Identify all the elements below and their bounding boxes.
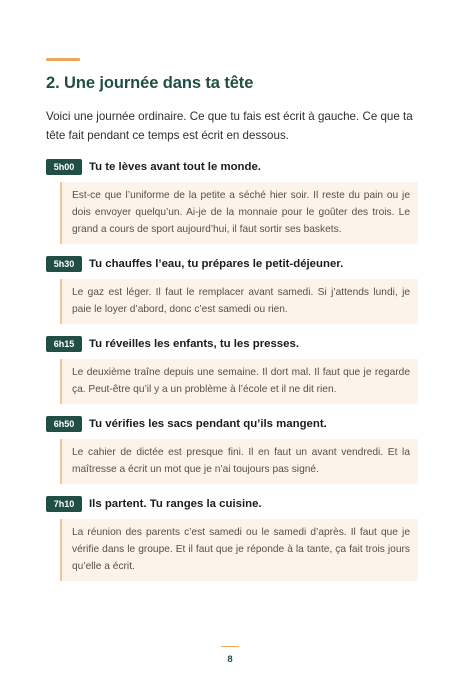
- time-badge: 6h50: [46, 416, 82, 432]
- time-badge: 5h00: [46, 159, 82, 175]
- entry-action: Tu chauffes l’eau, tu prépares le petit-déjeuner.: [89, 258, 344, 270]
- entry-action: Tu te lèves avant tout le monde.: [89, 161, 261, 173]
- entry-action: Tu réveilles les enfants, tu les presses.: [89, 338, 299, 350]
- entry-header: [46, 335, 418, 353]
- entry-header: [46, 255, 418, 273]
- entry-header: [46, 415, 418, 433]
- entry-thought: Est-ce que l’uniforme de la petite a séché hier soir. Il reste du pain ou je dois envoyer quelqu’un. Ai-je de la monnaie pour le goûter des trois. Le grand a cours de sport aujourd’hui, il faut sortir ses baskets.: [60, 182, 418, 244]
- entry-action: Ils partent. Tu ranges la cuisine.: [89, 498, 262, 510]
- section-title: 2. Une journée dans ta tête: [46, 74, 254, 92]
- time-badge: 6h15: [46, 336, 82, 352]
- time-badge: 5h30: [46, 256, 82, 272]
- entry-thought: Le gaz est léger. Il faut le remplacer avant samedi. Si j’attends lundi, je paie le loyer d’abord, donc c’est samedi ou rien.: [60, 279, 418, 324]
- timeline-entry: [46, 495, 418, 581]
- timeline: [46, 158, 418, 592]
- section-intro: Voici une journée ordinaire. Ce que tu fais est écrit à gauche. Ce que ta tête fait pendant ce temps est écrit en dessous.: [46, 110, 413, 142]
- entry-action: Tu vérifies les sacs pendant qu’ils mangent.: [89, 418, 327, 430]
- accent-rule: [46, 58, 80, 61]
- entry-header: [46, 495, 418, 513]
- timeline-entry: [46, 158, 418, 244]
- entry-header: [46, 158, 418, 176]
- timeline-entry: [46, 335, 418, 404]
- timeline-entry: [46, 255, 418, 324]
- entry-thought: Le cahier de dictée est presque fini. Il en faut un avant vendredi. Et la maîtresse a écrit un mot que je n’ai toujours pas signé.: [60, 439, 418, 484]
- entry-thought: La réunion des parents c’est samedi ou le samedi d’après. Il faut que je vérifie dans le groupe. Et il faut que je réponde à la tante, ça fait trois jours qu’elle a écrit.: [60, 519, 418, 581]
- footer-rule: [221, 646, 239, 647]
- entry-thought: Le deuxième traîne depuis une semaine. Il dort mal. Il faut que je regarde ça. Peut-être qu’il y a un problème à l’école et il ne dit rien.: [60, 359, 418, 404]
- page-number: 8: [227, 654, 233, 665]
- time-badge: 7h10: [46, 496, 82, 512]
- timeline-entry: [46, 415, 418, 484]
